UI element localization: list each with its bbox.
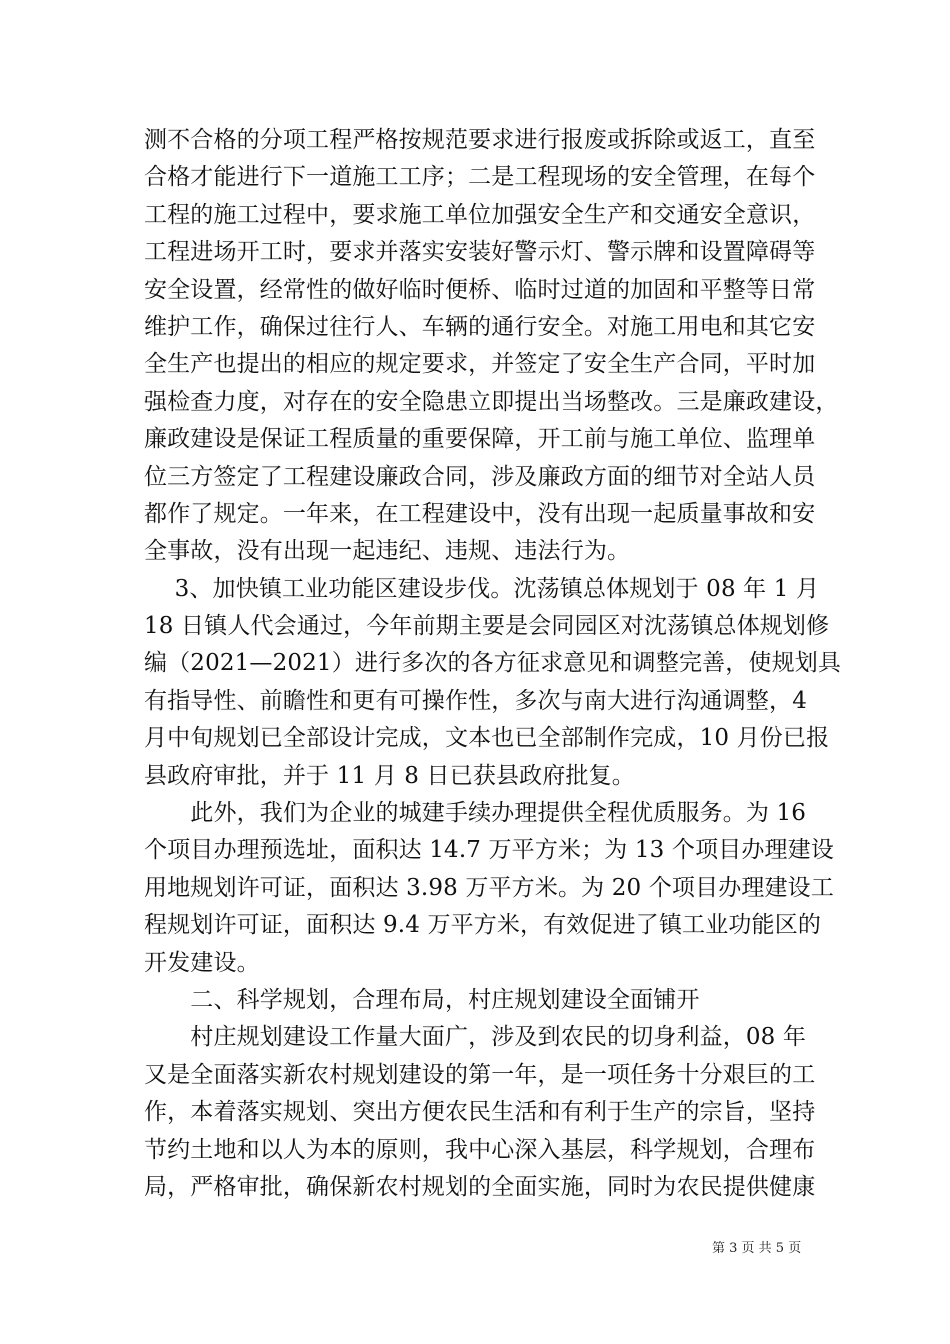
text-line-21: 用地规划许可证，面积达 3.98 万平方米。为 20 个项目办理建设工 bbox=[144, 874, 834, 901]
text-line-13: 3、加快镇工业功能区建设步伐。沈荡镇总体规划于 08 年 1 月 bbox=[144, 575, 820, 602]
text-line-25: 村庄规划建设工作量大面广，涉及到农民的切身利益，08 年 bbox=[144, 1024, 807, 1051]
text-line-28: 节约土地和以人为本的原则，我中心深入基层，科学规划，合理布 bbox=[144, 1136, 816, 1163]
text-line-12: 全事故，没有出现一起违纪、违规、违法行为。 bbox=[144, 538, 631, 565]
text-line-4: 工程进场开工时，要求并落实安装好警示灯、警示牌和设置障碍等 bbox=[144, 239, 816, 266]
text-line-29: 局，严格审批，确保新农村规划的全面实施，同时为农民提供健康 bbox=[144, 1173, 816, 1200]
text-line-19: 此外，我们为企业的城建手续办理提供全程优质服务。为 16 bbox=[144, 800, 807, 827]
text-line-10: 位三方签定了工程建设廉政合同，涉及廉政方面的细节对全站人员 bbox=[144, 463, 816, 490]
text-line-9: 廉政建设是保证工程质量的重要保障，开工前与施工单位、监理单 bbox=[144, 426, 816, 453]
text-line-11: 都作了规定。一年来，在工程建设中，没有出现一起质量事故和安 bbox=[144, 500, 816, 527]
text-line-15: 编（2021—2021）进行多次的各方征求意见和调整完善，使规划具 bbox=[144, 650, 842, 677]
text-line-20: 个项目办理预选址，面积达 14.7 万平方米；为 13 个项目办理建设 bbox=[144, 837, 834, 864]
text-line-6: 维护工作，确保过往行人、车辆的通行安全。对施工用电和其它安 bbox=[144, 313, 816, 340]
text-line-23: 开发建设。 bbox=[144, 949, 260, 976]
text-line-1: 测不合格的分项工程严格按规范要求进行报废或拆除或返工，直至 bbox=[144, 127, 816, 153]
page-number-footer: 第 3 页 共 5 页 bbox=[712, 1241, 802, 1256]
text-line-22: 程规划许可证，面积达 9.4 万平方米，有效促进了镇工业功能区的 bbox=[144, 912, 821, 939]
text-line-5: 安全设置，经常性的做好临时便桥、临时过道的加固和平整等日常 bbox=[144, 276, 816, 303]
section-heading: 二、科学规划，合理布局，村庄规划建设全面铺开 bbox=[144, 986, 700, 1013]
text-line-26: 又是全面落实新农村规划建设的第一年，是一项任务十分艰巨的工 bbox=[144, 1061, 816, 1088]
text-line-14: 18 日镇人代会通过，今年前期主要是会同园区对沈荡镇总体规划修 bbox=[144, 613, 830, 640]
text-line-18: 县政府审批，并于 11 月 8 日已获县政府批复。 bbox=[144, 762, 635, 789]
text-line-2: 合格才能进行下一道施工工序；二是工程现场的安全管理，在每个 bbox=[144, 164, 816, 191]
text-line-17: 月中旬规划已全部设计完成，文本也已全部制作完成，10 月份已报 bbox=[144, 725, 830, 752]
text-line-8: 强检查力度，对存在的安全隐患立即提出当场整改。三是廉政建设， bbox=[144, 388, 839, 415]
text-line-7: 全生产也提出的相应的规定要求，并签定了安全生产合同，平时加 bbox=[144, 351, 816, 378]
text-line-16: 有指导性、前瞻性和更有可操作性，多次与南大进行沟通调整，4 bbox=[144, 687, 807, 714]
body-text bbox=[144, 122, 842, 1206]
text-line-3: 工程的施工过程中，要求施工单位加强安全生产和交通安全意识， bbox=[144, 201, 816, 228]
text-line-27: 作，本着落实规划、突出方便农民生活和有利于生产的宗旨，坚持 bbox=[144, 1099, 816, 1126]
